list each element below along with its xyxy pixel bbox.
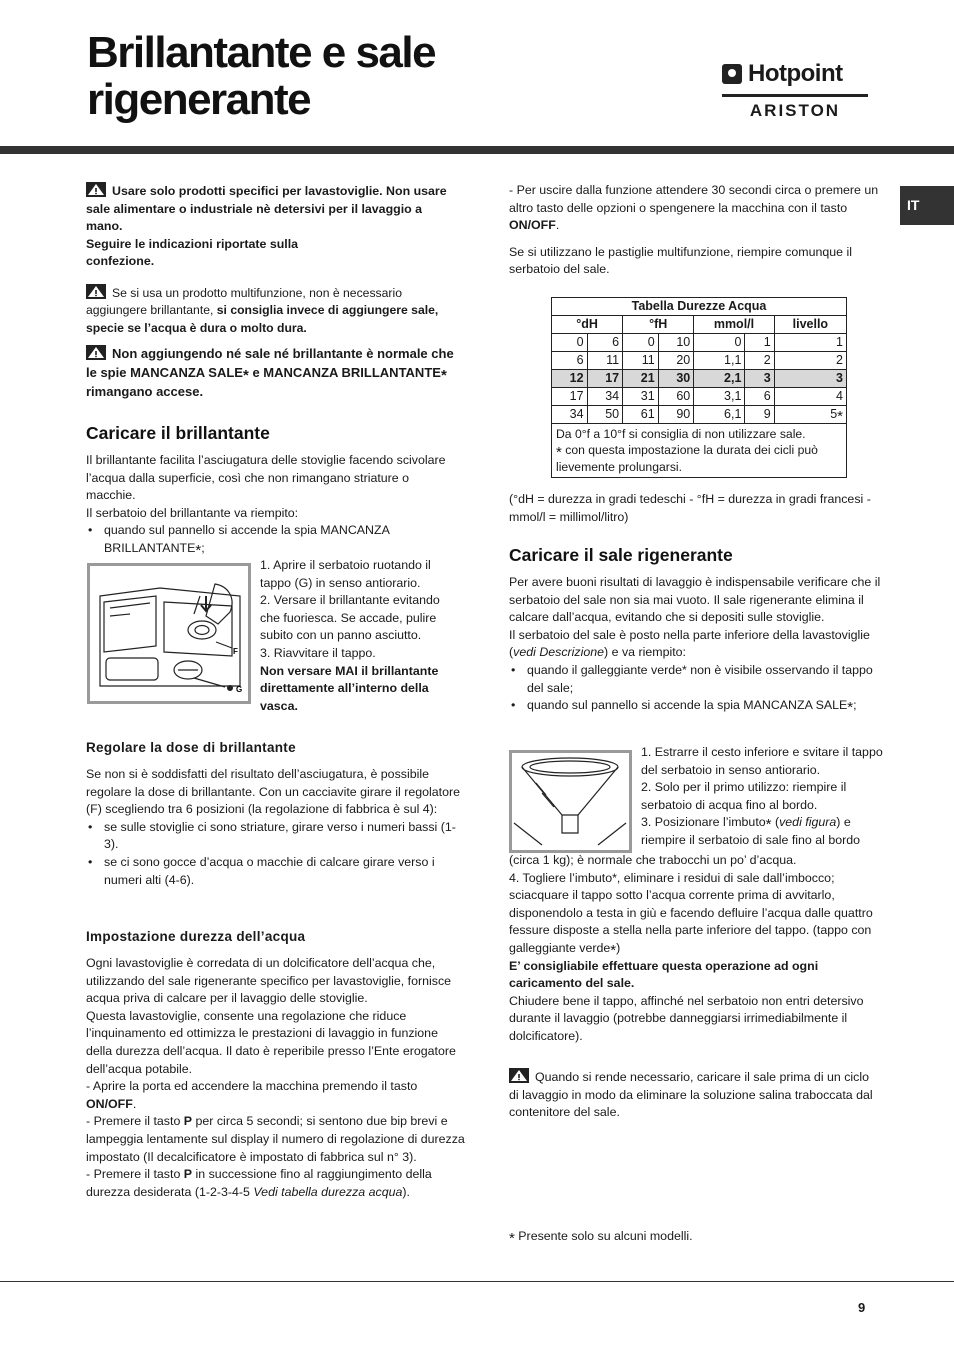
exit-text: - Per uscire dalla funzione attendere 30 secondi circa o premere un altro tasto delle opzioni o spengenere la macchina con il tasto ON/OFF. Se si utilizzano le pastiglie multifunzione, riempire comunque il serbatoio del sale. [509, 183, 879, 277]
warning-1: Usare solo prodotti specifici per lavastoviglie. Non usare sale alimentare o industriale nè detersivi per il lavaggio a mano. Seguire le indicazioni riportate sulla confezione. [86, 184, 447, 269]
list-item: • se ci sono gocce d’acqua o macchie di calcare girare verso i numeri alti (4-6). [86, 854, 466, 889]
rinse-aid-heading: Caricare il brillantante [86, 423, 270, 443]
salt-steps-full: (circa 1 kg); è normale che trabocchi un po’ d’acqua. 4. Togliere l’imbuto*, eliminare i residui di sale dall’imboccο; sciacquare il tappo sotto l’acqua corrente prima di avvitarlo, disponendolo a testa in giù e facendo defluire l’acqua dalle quattro fessure disposte a stella nella parte inferiore del tappo. (tappo con galleggiante verde*) E’ consigliabile effettuare questa operazione ad ogni caricamento del sale. Chiudere bene il tappo, affinché nel serbatoio non entri detersivo durante il lavaggio (potrebbe danneggiarsi irrimediabilmente il dolcificatore). [509, 853, 873, 1044]
table-row-default: 12 17 21 30 2,1 3 3 [552, 370, 847, 388]
logo-sub: ARISTON [749, 101, 841, 120]
salt-warning: Quando si rende necessario, caricare il sale prima di un ciclo di lavaggio in modo da eliminare la soluzione salina traboccata dal contenitore del sale. [509, 1070, 873, 1120]
list-item: • se sulle stoviglie ci sono striature, girare verso i numeri bassi (1-3). [86, 819, 466, 854]
warning-icon [86, 284, 106, 299]
brand-logo [722, 62, 868, 119]
water-hardness-table [551, 297, 847, 478]
rinse-aid-steps: 1. Aprire il serbatoio ruotando il tappo (G) in senso antiorario. 2. Versare il brillantante evitando che fuoriesca. Se accade, pulire subito con un panno asciutto. 3. Riavvitare il tappo. Non versare MAI il brillantante direttamente all’interno della vasca. [260, 558, 440, 713]
funnel-drawing [512, 753, 629, 850]
logo-divider [722, 94, 868, 97]
rinse-aid-text: Il brillantante facilita l’asciugatura delle stoviglie facendo scivolare l’acqua dalla superficie, così che non rimangano striature o macchie. Il serbatoio del brillantante va riempito: • quando sul pannello si accende la spia MANCANZA BRILLANTANTE*; [86, 452, 456, 558]
table-row: 6 11 11 20 1,1 2 2 [552, 352, 847, 370]
dose-heading: Regolare la dose di brillantante [86, 740, 296, 755]
table-row: 0 6 0 10 0 1 1 [552, 334, 847, 352]
table-row: 34 50 61 90 6,1 9 5* [552, 406, 847, 424]
logo-brand: Hotpoint [748, 60, 843, 87]
salt-funnel-illustration [509, 750, 632, 853]
warning-2: Se si usa un prodotto multifunzione, non è necessario aggiungere brillantante, si consiglia invece di aggiungere sale, specie se l’acqua è dura o molto dura. [86, 286, 439, 335]
table-header: livello [774, 316, 846, 334]
hotpoint-logo-icon [722, 64, 742, 84]
table-header: mmol/l [694, 316, 774, 334]
dose-text: Se non si è soddisfatti del risultato dell’asciugatura, è possibile regolare la dose di brillantante. Con un cacciavite girare il regolatore (F) scegliendo tra 6 posizioni (la regolazione di fabbrica è sul 4): • se sulle stoviglie ci sono striature, girare verso i numeri bassi (1-3). • se ci sono gocce d’acqua o macchie di calcare girare verso i numeri alti (4-6). [86, 766, 466, 889]
list-item: • quando sul pannello si accende la spia MANCANZA BRILLANTANTE*; [86, 522, 456, 557]
header-rule [0, 146, 954, 154]
rinse-aid-illustration [87, 563, 251, 704]
table-header: °dH [552, 316, 623, 334]
hardness-text: Ogni lavastoviglie è corredata di un dolcificatore dell’acqua che, utilizzando del sale rigenerante specifico per lavastoviglie, fornisce acqua priva di calcare per il lavaggio delle stoviglie. Questa lavastoviglie, consente una regolazione che riduce l’inquinamento ed ottimizza le prestazioni di lavaggio in funzione della durezza dell’acqua. Il dato è reperibile presso l’Ente erogatore dell’acqua potabile. - Aprire la porta ed accendere la macchina premendo il tasto ON/OFF. - Premere il tasto P per circa 5 secondi; si sentono due bip brevi e lampeggia lentamente sul display il numero di regolazione di durezza impostato (Il decalcificatore è impostato di fabbrica sul n° 3). - Premere il tasto P in successione fino al raggiungimento della durezza desiderata (1-2-3-4-5 Vedi tabella durezza acqua). [86, 956, 465, 1199]
table-title: Tabella Durezze Acqua [552, 298, 847, 316]
table-header: °fH [623, 316, 694, 334]
footnote: * Presente solo su alcuni modelli. [509, 1229, 693, 1247]
warning-icon [86, 182, 106, 197]
salt-heading: Caricare il sale rigenerante [509, 545, 733, 565]
salt-text: Per avere buoni risultati di lavaggio è indispensabile verificare che il serbatoio del sale non sia mai vuoto. Il sale rigenerante elimina il calcare dall’acqua, evitando che si depositi sulle stoviglie. Il serbatoio del sale è posto nella parte inferiore della lavastoviglie (vedi Descrizione) e va riempito: • quando il galleggiante verde* non è visibile osservando il tappo del sale; • quando sul pannello si accende la spia MANCANZA SALE*; [509, 574, 889, 715]
hardness-heading: Impostazione durezza dell’acqua [86, 929, 306, 944]
warning-icon [509, 1068, 529, 1083]
footer-rule [0, 1281, 954, 1282]
units-note: (°dH = durezza in gradi tedeschi - °fH = durezza in gradi francesi - mmol/l = millimol/litro) [509, 492, 871, 524]
language-tab: IT [900, 186, 954, 225]
list-item: • quando sul pannello si accende la spia MANCANZA SALE*; [509, 697, 889, 715]
warning-icon [86, 345, 106, 360]
table-note-row: Da 0°f a 10°f si consiglia di non utilizzare sale. * con questa impostazione la durata dei cicli può lievemente prolungarsi. [552, 424, 847, 478]
page-number: 9 [858, 1300, 866, 1315]
list-item: • quando il galleggiante verde* non è visibile osservando il tappo del sale; [509, 662, 889, 697]
salt-steps-side: 1. Estrarre il cesto inferiore e svitare il tappo del serbatoio in senso antiorario. 2. Solo per il primo utilizzo: riempire il serbatoio di acqua fino al bordo. 3. Posizionare l’imbuto* (vedi figura) e riempire il serbatoio di sale fino al bordo [641, 745, 883, 848]
warning-3: Non aggiungendo né sale né brillantante è normale che le spie MANCANZA SALE* e MANCANZA BRILLANTANTE* rimangano accese. [86, 346, 454, 399]
page-title: Brillantante e sale rigenerante [87, 28, 436, 124]
rinse-dispenser-drawing [90, 566, 248, 701]
fig-label-g: G [236, 685, 243, 694]
fig-label-f: F [233, 647, 238, 656]
table-row: 17 34 31 60 3,1 6 4 [552, 388, 847, 406]
